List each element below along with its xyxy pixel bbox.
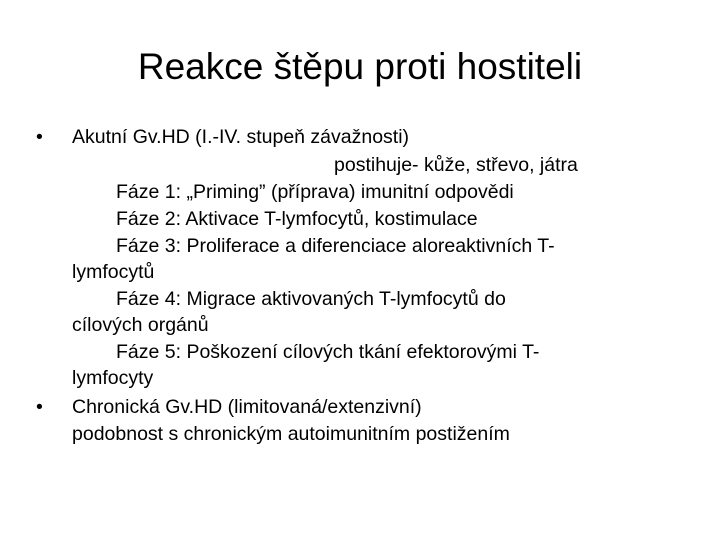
body-line-phase-3-cont: lymfocytů: [72, 261, 155, 283]
body-line-phase-3: Fáze 3: Proliferace a diferenciace aloreaktivních T-: [116, 235, 555, 257]
bullet-marker: •: [36, 126, 43, 148]
body-line-phase-5: Fáze 5: Poškození cílových tkání efektorovými T-: [116, 341, 540, 363]
body-line-phase-4: Fáze 4: Migrace aktivovaných T-lymfocytů do: [116, 288, 506, 310]
body-line-affected-organs: postihuje- kůže, střevo, játra: [334, 154, 578, 176]
body-line-chronic-gvhd: Chronická Gv.HD (limitovaná/extenzivní): [72, 396, 422, 418]
body-line-phase-5-cont: lymfocyty: [72, 367, 154, 389]
body-line-acute-gvhd: Akutní Gv.HD (I.-IV. stupeň závažnosti): [72, 126, 410, 148]
body-line-phase-1: Fáze 1: „Priming” (příprava) imunitní odpovědi: [116, 181, 514, 203]
slide-title: Reakce štěpu proti hostiteli: [137, 46, 583, 87]
bullet-marker: •: [36, 396, 43, 418]
body-line-chronic-similarity: podobnost s chronickým autoimunitním postižením: [72, 423, 510, 445]
body-line-phase-4-cont: cílových orgánů: [72, 314, 209, 336]
body-line-phase-2: Fáze 2: Aktivace T-lymfocytů, kostimulace: [116, 208, 478, 230]
